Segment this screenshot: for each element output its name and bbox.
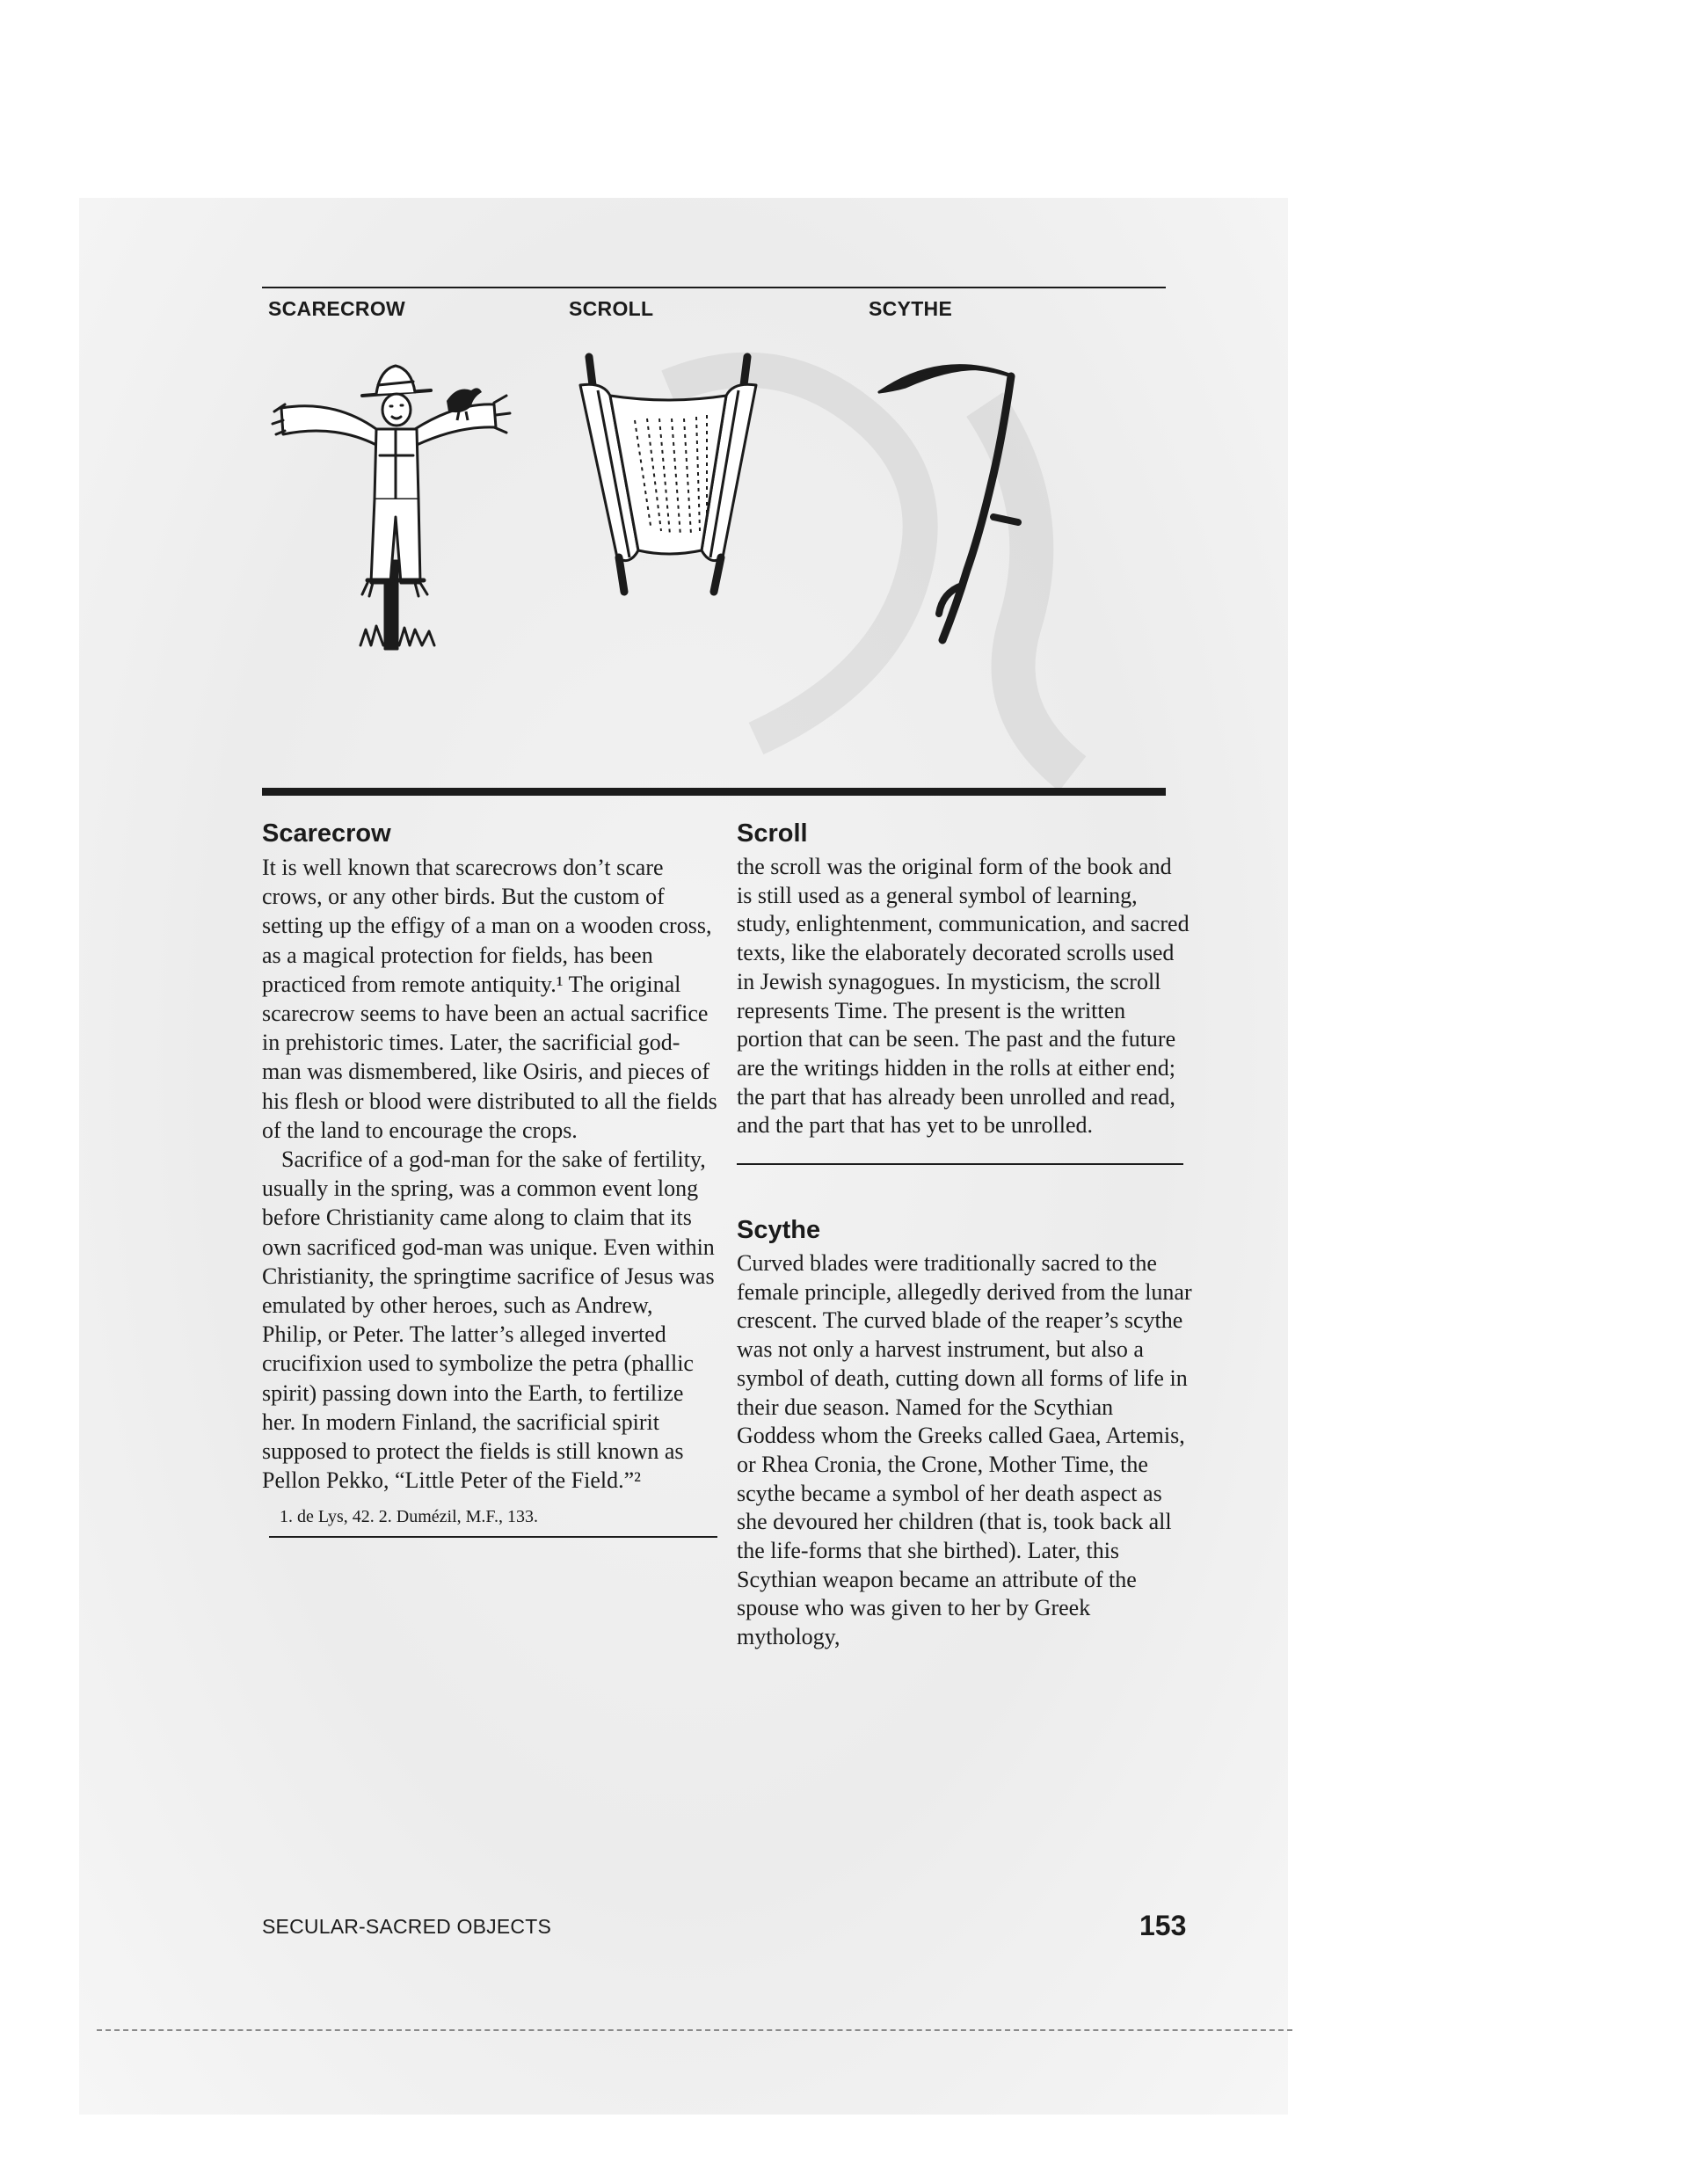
scroll-paragraph: the scroll was the original form of the book and is still used as a general symbol of learning, study, enlightenment, communication, and sacred texts, like the elaborately decorated scrolls used in Jewish synagogues. In mysticism, the scroll represents Time. The present is the written portion that can be seen. The past and the future are the writings hidden in the rolls at either end; the part that has already been unrolled and read, and the part that has yet to be unrolled. [737, 854, 1190, 1139]
scarecrow-footnotes: 1. de Lys, 42. 2. Dumézil, M.F., 133. [280, 1507, 538, 1527]
scroll-title: Scroll [737, 819, 808, 848]
header-label-scroll: SCROLL [569, 297, 654, 320]
scroll-scythe-column [737, 816, 1192, 1652]
section-rule [262, 788, 1166, 796]
scan-edge-line [97, 2029, 1292, 2031]
page-number: 153 [1139, 1910, 1187, 1941]
scarecrow-title: Scarecrow [262, 819, 391, 848]
scarecrow-paragraph-1: It is well known that scarecrows don’t scare crows, or any other birds. But the custom of setting up the effigy of a man on a wooden cross, as a magical protection for fields, has been practiced from remote antiquity.¹ The original scarecrow seems to have been an actual sacrifice in prehistoric times. Later, the sacrificial god-man was dismembered, like Osiris, and pieces of his flesh or blood were distributed to all the fields of the land to encourage the crops. [262, 855, 717, 1143]
footer-label: SECULAR-SACRED OBJECTS [262, 1915, 552, 1938]
scythe-illustration [870, 350, 1064, 658]
scarecrow-illustration [264, 350, 528, 658]
header-label-scythe: SCYTHE [869, 297, 953, 320]
header-label-scarecrow: SCARECROW [268, 297, 406, 320]
scarecrow-paragraph-2: Sacrifice of a god-man for the sake of fertility, usually in the spring, was a common event long before Christianity came along to claim that its own sacrificed god-man was unique. Even within Christianity, the springtime sacrifice of Jesus was emulated by other heroes, such as Andrew, Philip, or Peter. The latter’s alleged inverted crucifixion used to symbolize the petra (phallic spirit) passing down into the Earth, to fertilize her. In modern Finland, the sacrificial spirit supposed to protect the fields is still known as Pellon Pekko, “Little Peter of the Field.”² [262, 1147, 715, 1494]
scroll-illustration [563, 350, 774, 605]
footnote-rule [269, 1536, 717, 1538]
scarecrow-column [262, 816, 717, 1538]
scythe-title: Scythe [737, 1216, 821, 1245]
header-rule [262, 287, 1166, 288]
scythe-paragraph: Curved blades were traditionally sacred to the female principle, allegedly derived from the lunar crescent. The curved blade of the reaper’s scythe was not only a harvest instrument, but also a symbol of death, cutting down all forms of life in their due season. Named for the Scythian Goddess whom the Greeks called Gaea, Artemis, or Rhea Cronia, the Crone, Mother Time, the scythe became a symbol of her death aspect as she devoured her children (that is, took back all the life-forms that she birthed). Later, this Scythian weapon became an attribute of the spouse who was given to her by Greek mythology, [737, 1250, 1192, 1650]
scroll-end-rule [737, 1163, 1183, 1165]
